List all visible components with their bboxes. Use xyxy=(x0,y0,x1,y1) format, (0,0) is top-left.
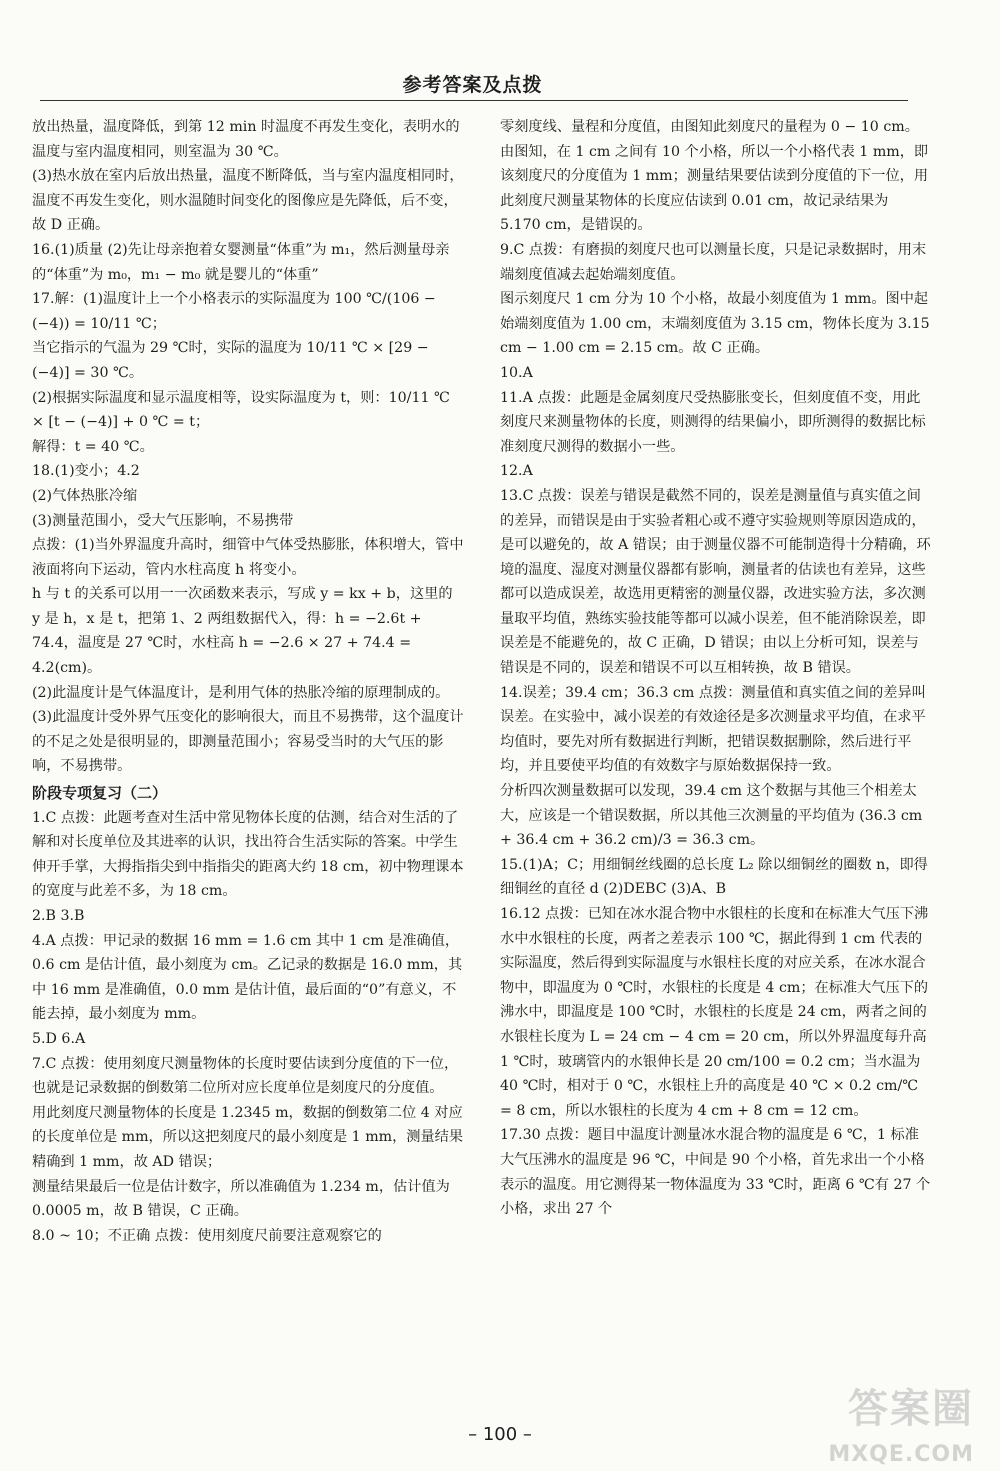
paragraph: h 与 t 的关系可以用一一次函数来表示，写成 y = kx + b，这里的 y 是 h，x 是 t，把第 1、2 两组数据代入，得：h = −2.6t + 74.4，温度是 27 ℃时，水柱高 h = −2.6 × 27 + 74.4 = 4.2(cm)。 xyxy=(32,586,453,677)
paragraph: 零刻度线、量程和分度值，由图知此刻度尺的量程为 0 − 10 cm。由图知，在 1 cm 之间有 10 个小格，所以一个小格代表 1 mm，即该刻度尺的分度值为 1 mm；测量结果要估读到分度值的下一位，用此刻度尺测量某物体的长度应估读到 0.01 cm，故记录结果为 5.170 cm，是错误的。 xyxy=(500,119,929,234)
paragraph: (2)气体热胀冷缩 xyxy=(32,487,138,504)
paragraph: (3)测量范围小，受大气压影响，不易携带 xyxy=(32,512,294,529)
answer-5-6: 5.D 6.A xyxy=(32,1030,86,1047)
paragraph: 图示刻度尺 1 cm 分为 10 个小格，故最小刻度值为 1 mm。图中起始端刻度值为 1.00 cm，末端刻度值为 3.15 cm，物体长度为 3.15 cm − 1.00 cm = 2.15 cm。故 C 正确。 xyxy=(500,291,930,357)
answer-11: 11.A 点拨：此题是金属刻度尺受热膨胀变长，但刻度值不变，用此刻度尺来测量物体的长度，则测得的结果偏小，即所测得的数据比标准刻度尺测得的数据小一些。 xyxy=(500,389,926,455)
page-number: – 100 – xyxy=(468,1424,532,1445)
answer-12: 12.A xyxy=(500,463,533,480)
watermark-text: 答案圈 xyxy=(848,1386,974,1432)
paragraph: (3)热水放在室内后放出热量，温度不断降低，当与室内温度相同时，温度不再发生变化，则水温随时间变化的图像应是先降低，后不变，故 D 正确。 xyxy=(32,168,464,234)
header-rule xyxy=(40,100,908,101)
paragraph: 测量结果最后一位是估计数字，所以准确值为 1.234 m，估计值为 0.0005 m，故 B 错误，C 正确。 xyxy=(32,1178,450,1220)
answer-16: 16.(1)质量 (2)先让母亲抱着女婴测量“体重”为 m₁，然后测量母亲的“体重”为 m₀，m₁ − m₀ 就是婴儿的“体重” xyxy=(32,241,450,283)
paragraph: (3)此温度计受外界气压变化的影响很大，而且不易携带，这个温度计的不足之处是很明显的，即测量范围小；容易受当时的大气压的影响，不易携带。 xyxy=(32,709,464,775)
section-heading: 阶段专项复习（二） xyxy=(32,784,168,803)
answer-17: 17.解：(1)温度计上一个小格表示的实际温度为 100 ℃/(106 − (−4)) = 10/11 ℃； xyxy=(32,291,436,332)
paragraph: 用此刻度尺测量物体的长度是 1.2345 m，数据的倒数第二位 4 对应的长度单位是 mm，所以这把刻度尺的最小刻度是 1 mm，测量结果精确到 1 mm，故 AD 错误； xyxy=(32,1104,464,1170)
answer-9: 9.C 点拨：有磨损的刻度尺也可以测量长度，只是记录数据时，用末端刻度值减去起始端刻度值。 xyxy=(500,241,927,283)
paragraph: (2)此温度计是气体温度计，是利用气体的热胀冷缩的原理制成的。 xyxy=(32,684,450,701)
answer-15: 15.(1)A；C；用细铜丝线圈的总长度 L₂ 除以细铜丝的圈数 n，即得细铜丝的直径 d (2)DEBC (3)A、B xyxy=(500,856,928,898)
answer-14: 14.误差；39.4 cm；36.3 cm 点拨：测量值和真实值之间的差异叫误差。在实验中，减小误差的有效途径是多次测量求平均值，在求平均值时，要先对所有数据进行判断，把错误数据删除，然后进行平均，并且要使平均值的有效数字与原始数据保持一致。 xyxy=(500,684,926,775)
paragraph: 解得：t = 40 ℃。 xyxy=(32,438,154,455)
answer-1: 1.C 点拨：此题考查对生活中常见物体长度的估测，结合对生活的了解和对长度单位及其进率的认识，找出符合生活实际的答案。中学生伸开手掌，大拇指指尖到中指指尖的距离大约 18 cm，初中物理课本的宽度与此差不多，为 18 cm。 xyxy=(32,809,464,900)
paragraph: 分析四次测量数据可以发现，39.4 cm 这个数据与其他三个相差太大，应该是一个错误数据，所以其他三次测量的平均值为 (36.3 cm + 36.4 cm + 36.2 cm)/3 = 36.3 cm。 xyxy=(500,783,923,849)
page-header: 参考答案及点拨 xyxy=(402,74,543,96)
answer-10: 10.A xyxy=(500,364,533,381)
watermark-logo xyxy=(774,1377,974,1467)
paragraph: 当它指示的气温为 29 ℃时，实际的温度为 10/11 ℃ × [29 − (−4)] = 30 ℃。 xyxy=(32,340,429,381)
left-column xyxy=(32,115,464,1248)
answer-2-3: 2.B 3.B xyxy=(32,908,85,924)
answer-8: 8.0 ~ 10；不正确 点拨：使用刻度尺前要注意观察它的 xyxy=(32,1227,382,1244)
answer-4: 4.A 点拨：甲记录的数据 16 mm = 1.6 cm 其中 1 cm 是准确值，0.6 cm 是估计值，最小刻度为 cm。乙记录的数据是 16.0 mm，其中 16 mm 是准确值，0.0 mm 是估计值，最后面的“0”有意义，不能去掉，最小刻度为 mm。 xyxy=(32,932,463,1023)
answer-7: 7.C 点拨：使用刻度尺测量物体的长度时要估读到分度值的下一位，也就是记录数据的倒数第二位所对应长度单位是刻度尺的分度值。 xyxy=(32,1055,459,1097)
right-column xyxy=(500,115,932,1222)
answer-18: 18.(1)变小；4.2 xyxy=(32,463,140,480)
paragraph: (2)根据实际温度和显示温度相等，设实际温度为 t，则：10/11 ℃ × [t − (−4)] + 0 ℃ = t； xyxy=(32,389,450,431)
watermark-url: MXQE.COM xyxy=(828,1442,974,1467)
answer-17-right: 17.30 点拨：题目中温度计测量冰水混合物的温度是 6 ℃，1 标准大气压沸水的温度是 96 ℃，中间是 90 个小格，首先求出一个小格表示的温度。用它测得某一物体温度为 33 ℃时，距离 6 ℃有 27 个小格，求出 27 个 xyxy=(500,1127,931,1218)
paragraph: 点拨：(1)当外界温度升高时，细管中气体受热膨胀，体积增大，管中液面将向下运动，管内水柱高度 h 将变小。 xyxy=(32,537,464,578)
answer-13: 13.C 点拨：误差与错误是截然不同的，误差是测量值与真实值之间的差异，而错误是由于实验者粗心或不遵守实验规则等原因造成的，是可以避免的，故 A 错误；由于测量仪器不可能制造得十分精确，环境的温度、湿度对测量仪器都有影响，测量者的估读也有差异，这些都可以造成误差，故选用更精密的测量仪器，改进实验方法，多次测量取平均值，熟练实验技能等都可以减小误差，但不能消除误差，即误差是不能避免的，故 C 正确，D 错误；由以上分析可知，误差与错误是不同的，误差和错误不可以互相转换，故 B 错误。 xyxy=(500,487,931,677)
paragraph: 放出热量，温度降低，到第 12 min 时温度不再发生变化，表明水的温度与室内温度相同，则室温为 30 ℃。 xyxy=(32,119,460,160)
answer-16-right: 16.12 点拨：已知在冰水混合物中水银柱的长度和在标准大气压下沸水中水银柱的长度，两者之差表示 100 ℃，据此得到 1 cm 代表的实际温度，然后得到实际温度与水银柱长度的对应关系，在冰水混合物中，即温度为 0 ℃时，水银柱的长度是 4 cm；在标准大气压下的沸水中，即温度是 100 ℃时，水银柱的长度是 24 cm，两者之间的水银柱长度为 L = 24 cm − 4 cm = 20 cm，所以外界温度每升高 1 ℃时，玻璃管内的水银伸长是 20 cm/100 = 0.2 cm；当水温为 40 ℃时，相对于 0 ℃，水银柱上升的高度是 40 ℃ × 0.2 cm/℃ = 8 cm，所以水银柱的长度为 4 cm + 8 cm = 12 cm。 xyxy=(500,906,929,1119)
